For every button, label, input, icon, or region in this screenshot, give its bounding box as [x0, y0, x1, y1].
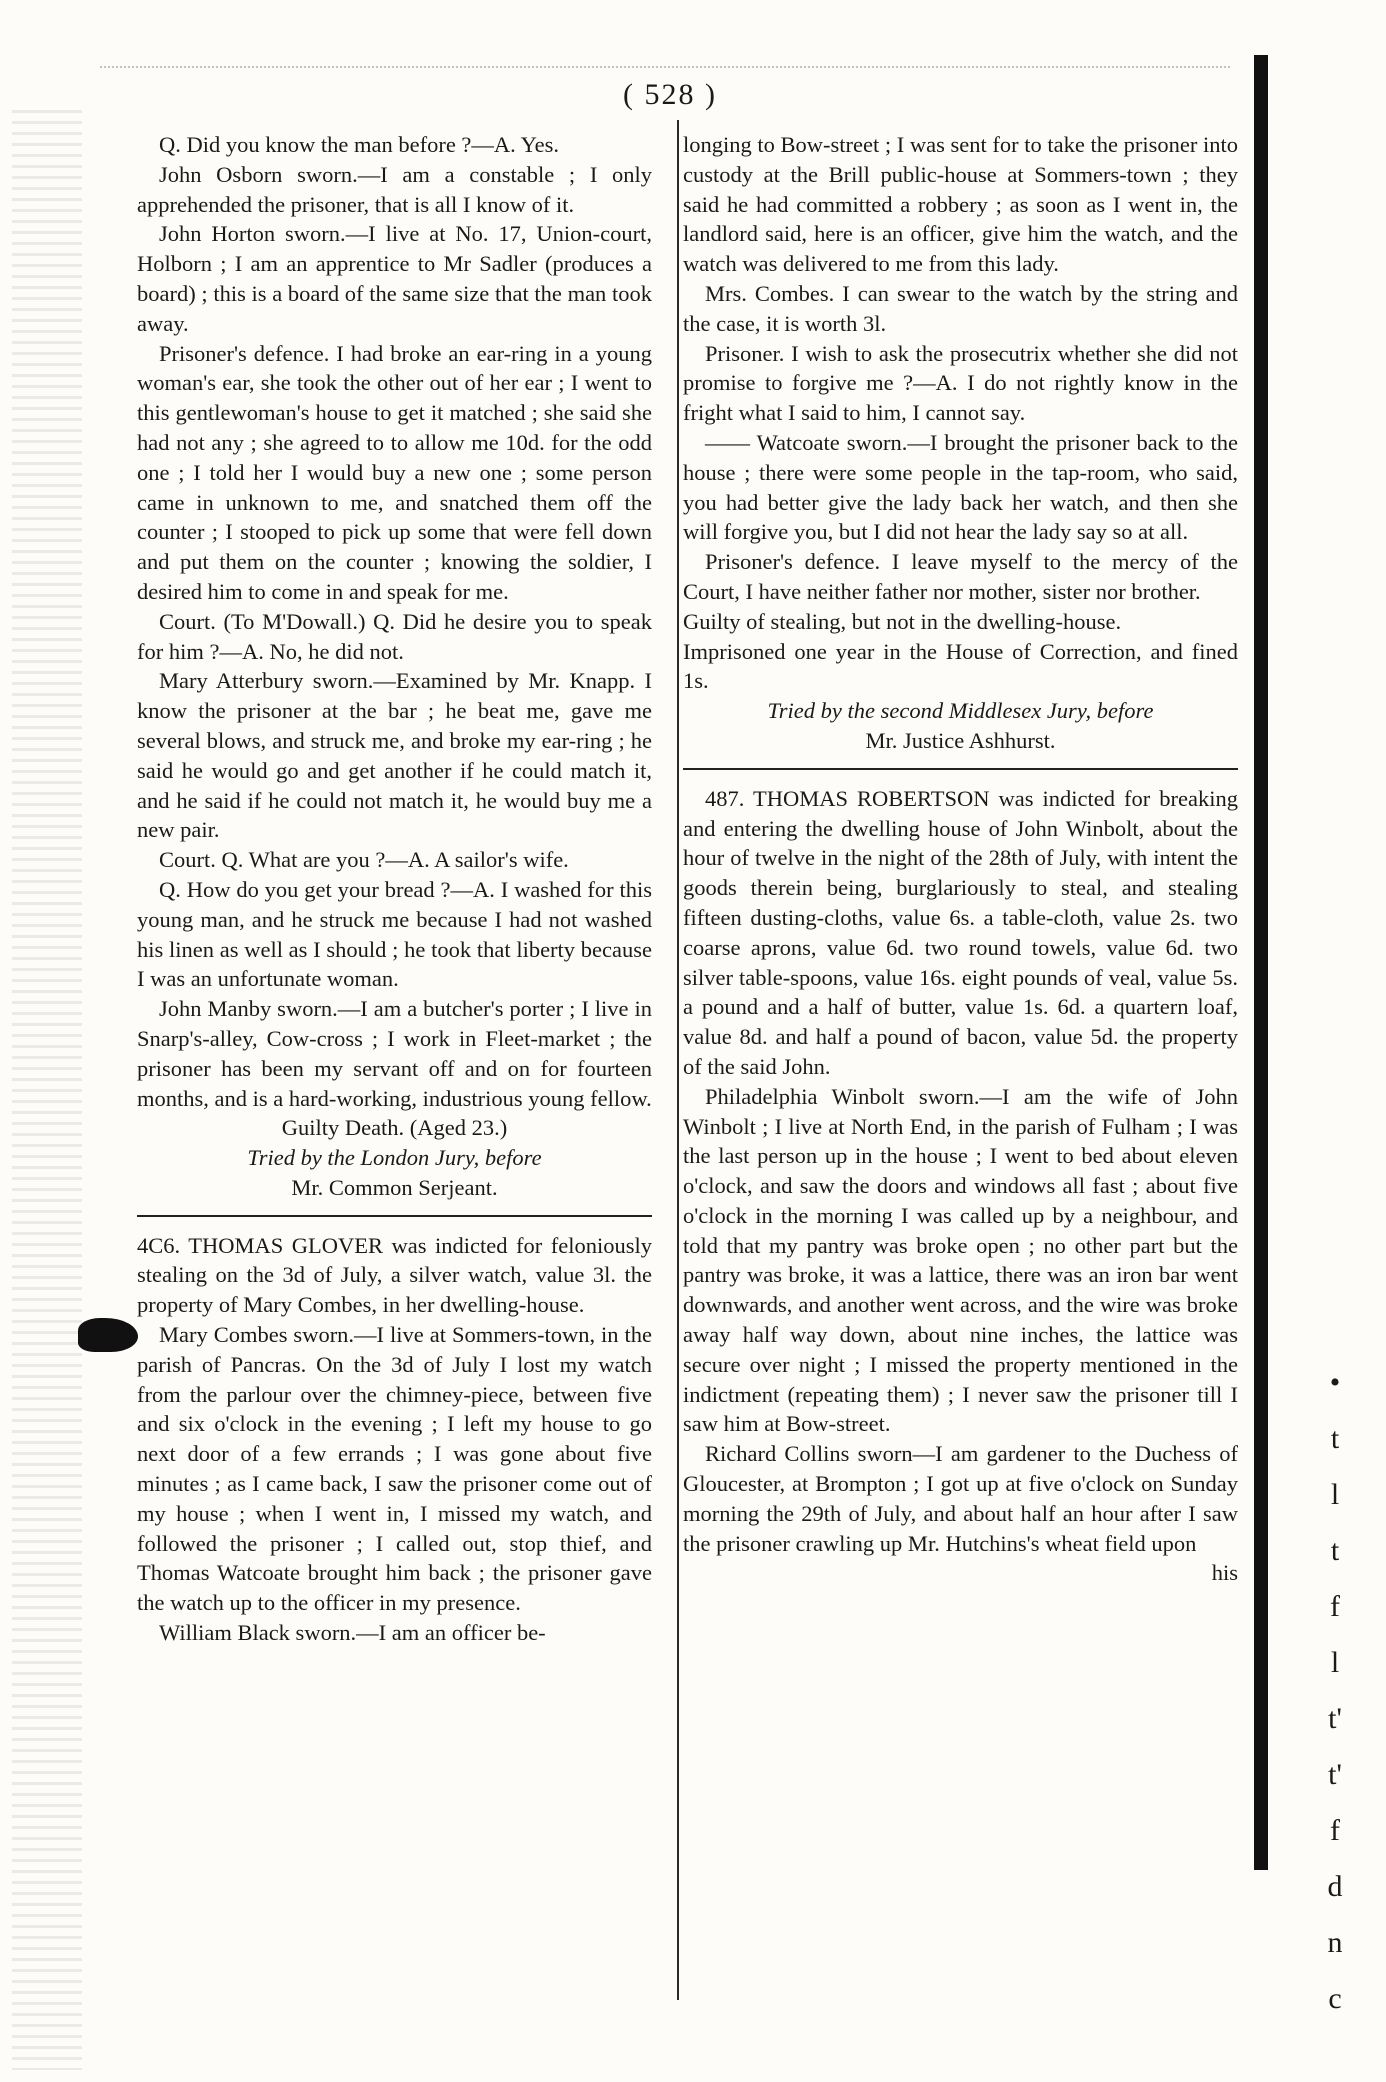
- paragraph: 487. THOMAS ROBERTSON was indicted for breaking and entering the dwelling house of John Winbolt, about the hour of twelve in the night of the 28th of July, with intent the goods therein being, burglariously to steal, and stealing fifteen dusting-cloths, value 6s. a table-cloth, value 2s. two coarse aprons, value 6d. two round towels, value 6d. two silver table-spoons, value 16s. eight pounds of veal, value 5s. a pound and a half of butter, value 1s. 6d. a quartern loaf, value 8d. and half a pound of bacon, value 5d. the property of the said John.: [683, 785, 1238, 1079]
- margin-fragment: t': [1328, 1702, 1342, 1735]
- margin-fragment: l: [1330, 1478, 1340, 1511]
- ink-blot: [78, 1318, 138, 1352]
- paragraph: Mr. Justice Ashhurst.: [865, 727, 1056, 753]
- paragraph: Court. Q. What are you ?—A. A sailor's wife.: [159, 847, 569, 873]
- paragraph: Q. Did you know the man before ?—A. Yes.: [159, 132, 559, 157]
- paragraph: John Osborn sworn.—I am a constable ; I only apprehended the prisoner, that is all I know of it.: [137, 161, 652, 217]
- margin-fragment: t': [1328, 1758, 1342, 1791]
- paragraph: Prisoner. I wish to ask the prosecutrix whether she did not promise to forgive me ?—A. I do not rightly know in the fright what I said to him, I cannot say.: [683, 340, 1238, 426]
- paragraph: Guilty of stealing, but not in the dwelling-house.: [683, 608, 1122, 634]
- paragraph: Mrs. Combes. I can swear to the watch by the string and the case, it is worth 3l.: [683, 280, 1238, 336]
- margin-fragment: l: [1330, 1646, 1340, 1679]
- paragraph: Philadelphia Winbolt sworn.—I am the wife of John Winbolt ; I live at North End, in the parish of Fulham ; I was the last person up in the house ; I went to bed about eleven o'clock, and saw the doors and windows all fast ; about five o'clock in the morning I was called up by a neighbour, and told that my pantry was broke open ; no other part but the pantry was broke, it was a lattice, there was an iron bar went downwards, and another went across, and the wire was broke away half way down, about nine inches, the lattice was secure over night ; I missed the property mentioned in the indictment (repeating them) ; I never saw the prisoner till I saw him at Bow-street.: [683, 1083, 1238, 1437]
- section-rule: [683, 768, 1238, 770]
- paragraph: Richard Collins sworn—I am gardener to the Duchess of Gloucester, at Brompton ; I got up at five o'clock on Sunday morning the 29th of July, and about half an hour after I saw the prisoner crawling up Mr. Hutchins's wheat field upon: [683, 1441, 1238, 1556]
- margin-fragment: •: [1329, 1366, 1341, 1399]
- page-number: ( 528 ): [623, 78, 717, 111]
- binding-edge: [12, 110, 82, 2070]
- paragraph: 4C6. THOMAS GLOVER was indicted for feloniously stealing on the 3d of July, a silver watch, value 3l. the property of Mary Combes, in her dwelling-house.: [137, 1232, 652, 1318]
- margin-fragment: t: [1330, 1534, 1340, 1567]
- right-column: [683, 130, 1238, 1588]
- margin-fragment: c: [1328, 1982, 1342, 2015]
- paragraph: Guilty Death. (Aged 23.): [281, 1115, 508, 1141]
- paragraph: —— Watcoate sworn.—I brought the prisoner back to the house ; there were some people in the tap-room, who said, you had better give the lady back her watch, and then she will forgive you, but I did not hear the lady say so at all.: [683, 429, 1238, 545]
- margin-fragment: f: [1330, 1590, 1340, 1623]
- paragraph: Q. How do you get your bread ?—A. I washed for this young man, and he struck me because I had not washed his linen as well as I should ; he took that liberty because I was an unfortunate woman.: [137, 876, 652, 992]
- paragraph: Prisoner's defence. I had broke an ear-ring in a young woman's ear, she took the other out of her ear ; I went to this gentlewoman's house to get it matched ; she said she had not any ; she agreed to to allow me 10d. for the odd one ; I told her I would buy a new one ; some person came in unknown to me, and snatched them off the counter ; I stooped to pick up some that were fell down and put them on the counter ; knowing the soldier, I desired him to come in and speak for me.: [137, 340, 652, 604]
- margin-fragment: n: [1327, 1926, 1343, 1959]
- margin-fragment: f: [1330, 1814, 1340, 1847]
- left-column: [137, 130, 652, 1648]
- paragraph: longing to Bow-street ; I was sent for to take the prisoner into custody at the Brill public-house at Sommers-town ; they said he had committed a robbery ; as soon as I went in, the landlord said, here is an officer, give him the watch, and the watch was delivered to me from this lady.: [683, 132, 1238, 277]
- paragraph: Court. (To M'Dowall.) Q. Did he desire you to speak for him ?—A. No, he did not.: [137, 608, 652, 664]
- paragraph: Mary Atterbury sworn.—Examined by Mr. Knapp. I know the prisoner at the bar ; he beat me, gave me several blows, and struck me, and broke my ear-ring ; he said he would go and get another if he could match it, and he said if he could not match it, he would buy me a new pair.: [137, 668, 652, 843]
- paragraph: his: [1211, 1560, 1238, 1586]
- paragraph: Tried by the second Middlesex Jury, before: [767, 698, 1154, 724]
- column-divider: [677, 120, 679, 2000]
- scan-border-bar: [1254, 55, 1268, 1870]
- margin-fragment: t: [1330, 1422, 1340, 1455]
- section-rule: [137, 1215, 652, 1217]
- paragraph: Tried by the London Jury, before: [247, 1145, 542, 1171]
- paragraph: William Black sworn.—I am an officer be-: [159, 1620, 546, 1646]
- right-margin-fragments: [1310, 1355, 1360, 2027]
- margin-fragment: d: [1327, 1870, 1343, 1903]
- paragraph: Prisoner's defence. I leave myself to the mercy of the Court, I have neither father nor mother, sister nor brother.: [683, 549, 1238, 604]
- paragraph: Imprisoned one year in the House of Correction, and fined 1s.: [683, 638, 1238, 694]
- paragraph: John Manby sworn.—I am a butcher's porter ; I live in Snarp's-alley, Cow-cross ; I work in Fleet-market ; the prisoner has been my servant off and on for fourteen months, and is a hard-working, industrious young fellow.: [137, 996, 652, 1111]
- paragraph: Mary Combes sworn.—I live at Sommers-town, in the parish of Pancras. On the 3d of July I lost my watch from the parlour over the chimney-piece, between five and six o'clock in the evening ; I left my house to go next door of a few errands ; I was gone about five minutes ; as I came back, I saw the prisoner come out of my house ; when I went in, I missed my watch, and followed the prisoner ; I called out, stop thief, and Thomas Watcoate brought him back ; the prisoner gave the watch up to the officer in my presence.: [137, 1322, 652, 1616]
- paragraph: Mr. Common Serjeant.: [291, 1174, 498, 1200]
- scan-noise-top: [100, 66, 1230, 72]
- paragraph: John Horton sworn.—I live at No. 17, Union-court, Holborn ; I am an apprentice to Mr Sadler (produces a board) ; this is a board of the same size that the man took away.: [137, 221, 652, 336]
